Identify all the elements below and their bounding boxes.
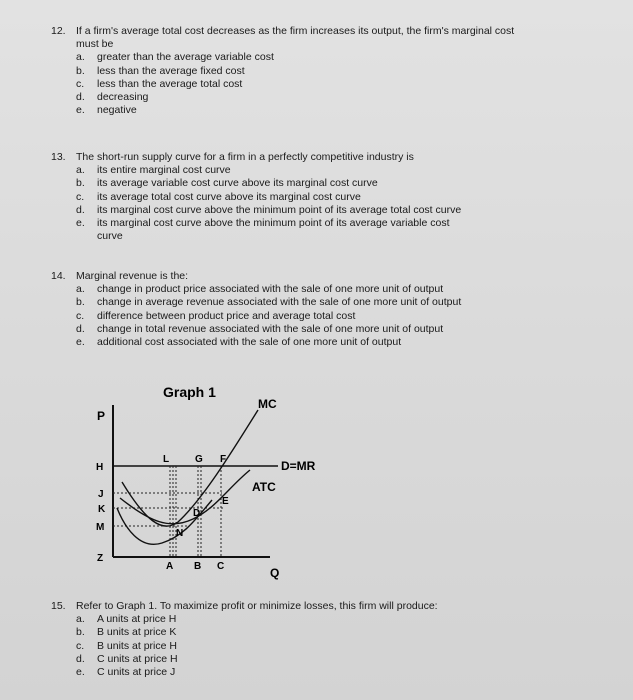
question-stem-line: The short-run supply curve for a firm in a perfectly competitive industry is xyxy=(76,151,414,163)
option-letter: c. xyxy=(76,639,85,652)
answer-option[interactable] xyxy=(51,613,611,626)
option-letter: d. xyxy=(76,322,85,335)
question-stem-line: must be xyxy=(76,38,114,51)
option-text: its average total cost curve above its marginal cost curve xyxy=(97,190,361,203)
option-letter: b. xyxy=(76,296,85,309)
atc-label: ATC xyxy=(252,480,276,494)
option-text: its marginal cost curve above the minimum point of its average variable cost xyxy=(97,217,450,230)
point-label-e: E xyxy=(222,496,229,507)
price-label-j: J xyxy=(98,489,104,500)
question-15 xyxy=(51,600,611,679)
option-text: its entire marginal cost curve xyxy=(97,164,231,177)
question-number: 12. xyxy=(51,25,66,37)
option-text: curve xyxy=(97,230,123,243)
option-text: its marginal cost curve above the minimum point of its average total cost curve xyxy=(97,203,462,216)
option-text: less than the average total cost xyxy=(97,77,243,90)
option-letter: b. xyxy=(76,64,85,77)
option-letter: e. xyxy=(76,666,85,679)
option-text: less than the average fixed cost xyxy=(97,64,245,77)
price-label-m: M xyxy=(96,522,105,533)
question-number: 14. xyxy=(51,270,66,282)
option-text: change in average revenue associated with the sale of one more unit of output xyxy=(97,296,462,309)
option-letter: a. xyxy=(76,164,85,177)
question-stem-line: If a firm's average total cost decreases as the firm increases its output, the firm's marginal cost xyxy=(76,25,515,37)
answer-option[interactable] xyxy=(51,640,611,653)
answer-option[interactable] xyxy=(51,666,611,679)
point-label-d: D xyxy=(193,508,201,519)
option-text: C units at price J xyxy=(97,666,176,679)
option-letter: a. xyxy=(76,51,85,64)
price-label-h: H xyxy=(96,462,104,473)
point-label-l: L xyxy=(163,454,170,465)
option-letter: e. xyxy=(76,104,85,117)
quantity-label-b: B xyxy=(194,561,202,572)
option-letter: e. xyxy=(76,217,85,230)
option-text: difference between product price and average total cost xyxy=(97,309,356,322)
question-stem-line: Marginal revenue is the: xyxy=(76,270,189,282)
mc-curve xyxy=(122,410,258,526)
option-text: its average variable cost curve above its marginal cost curve xyxy=(97,177,378,190)
option-text: additional cost associated with the sale of one more unit of output xyxy=(97,336,402,349)
option-text: decreasing xyxy=(97,91,149,104)
option-text: greater than the average variable cost xyxy=(97,51,274,64)
quantity-label-a: A xyxy=(166,561,174,572)
price-label-z: Z xyxy=(97,553,104,564)
demand-mr-label: D=MR xyxy=(281,459,316,473)
option-letter: d. xyxy=(76,91,85,104)
option-text: negative xyxy=(97,104,137,117)
question-number: 15. xyxy=(51,600,66,612)
option-letter: d. xyxy=(76,652,85,665)
option-letter: d. xyxy=(76,203,85,216)
option-text: B units at price H xyxy=(97,639,177,652)
option-text: B units at price K xyxy=(97,626,177,639)
option-letter: b. xyxy=(76,626,85,639)
graph-title: Graph 1 xyxy=(163,384,216,400)
option-text: C units at price H xyxy=(97,652,178,665)
y-axis-label: P xyxy=(97,409,106,423)
option-letter: a. xyxy=(76,283,85,296)
point-label-f: F xyxy=(220,454,227,465)
option-letter: b. xyxy=(76,177,85,190)
quantity-label-c: C xyxy=(217,561,225,572)
question-number: 13. xyxy=(51,151,66,163)
price-label-k: K xyxy=(98,504,106,515)
mc-label: MC xyxy=(258,397,277,411)
option-letter: c. xyxy=(76,190,85,203)
option-letter: a. xyxy=(76,613,85,626)
question-stem-line: Refer to Graph 1. To maximize profit or minimize losses, this firm will produce: xyxy=(76,600,438,612)
point-label-g: G xyxy=(195,454,203,465)
option-letter: c. xyxy=(76,309,85,322)
option-text: change in product price associated with the sale of one more unit of output xyxy=(97,283,444,296)
x-axis-label: Q xyxy=(270,566,280,580)
option-text: change in total revenue associated with the sale of one more unit of output xyxy=(97,322,444,335)
option-letter: e. xyxy=(76,336,85,349)
guide-lines xyxy=(113,466,225,557)
point-label-n: N xyxy=(176,528,184,539)
answer-option[interactable] xyxy=(51,626,611,639)
answer-option[interactable] xyxy=(51,653,611,666)
option-text: A units at price H xyxy=(97,613,177,626)
option-letter: c. xyxy=(76,77,85,90)
